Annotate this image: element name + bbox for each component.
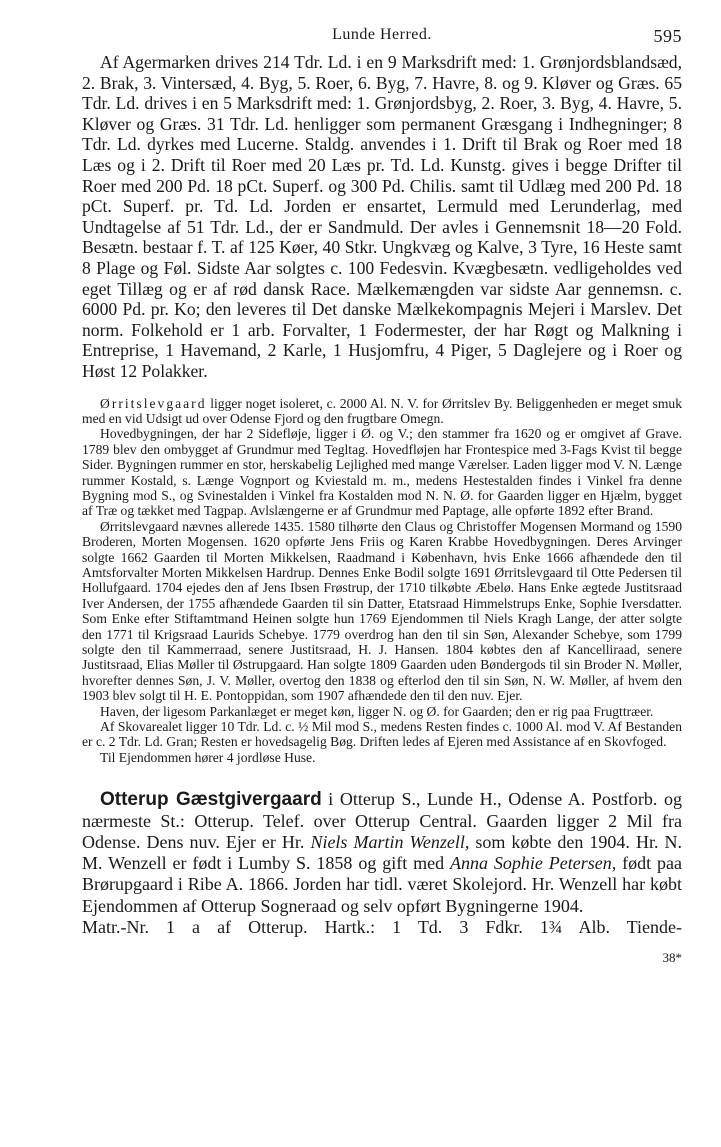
page: [82, 22, 682, 966]
location-text: ligger noget isoleret, c. 2000 Al. N. V. for Ørritslev By. Beliggenheden er meget smuk med en vid Udsigt ud over Odense Fjord og den frugtbare Omegn.: [82, 395, 682, 426]
paragraph-houses: Til Ejendommen hører 4 jordløse Huse.: [100, 749, 316, 765]
entry-text-1: i Otterup S., Lunde H., Odense A. Postforb. og nærmeste St.: Otterup. Telef. over Otterup Central. Gaarden ligger 2 Mil fra Odense. Dens nuv. Ejer er Hr.: [82, 789, 682, 852]
history-section: [82, 396, 682, 766]
running-title: Lunde Herred.: [332, 26, 432, 43]
entry-text-2: som købte den 1904. Hr. N. M. Wenzell er født i Lumby S. 1858 og gift med: [82, 831, 682, 874]
paragraph-agriculture: Af Agermarken drives 214 Tdr. Ld. i en 9 Marksdrift med: 1. Grønjordsblandsæd, 2. Brak, 3. Vintersæd, 4. Byg, 5. Roer, 6. Byg, 7. Havre, 8. og 9. Kløver og Græs. 65 Tdr. Ld. drives i en 5 Marksdrift med: 1. Grønjordsbyg, 2. Roer, 3. Byg, 4. Havre, 5. Kløver og Græs. 31 Tdr. Ld. henligger som permanent Græsgang i Indhegninger; 8 Tdr. Ld. dyrkes med Lucerne. Staldg. anvendes i 1. Drift til Brak og Roer med 18 Læs og i 2. Drift til Roer med 20 Læs pr. Td. Ld. Kunstg. gives i begge Drifter til Roer med 200 Pd. 18 pCt. Superf. og 300 Pd. Chilis. samt til Udlæg med 200 Pd. 18 pCt. Superf. pr. Td. Ld. Jorden er ensartet, Lermuld med Lerunderlag, med Undtagelse af 51 Tdr. Ld., der er Sandmuld. Der avles i Gennemsnit 18—20 Fold. Besætn. bestaar f. T. af 125 Køer, 40 Stkr. Ungkvæg og Kalve, 3 Tyre, 16 Heste samt 8 Plage og Føl. Sidste Aar solgtes c. 100 Fedesvin. Kvægbesætn. vedligeholdes ved eget Tillæg og er af rød dansk Race. Mælkemængden var sidste Aar gennemsn. c. 6000 Pd. pr. Ko; den leveres til Det danske Mælkekompagnis Mejeri i Marslev. Det norm. Folkehold er 1 arb. Forvalter, 1 Fodermester, der har Røgt og Malkning i Entreprise, 1 Havemand, 2 Karle, 1 Husjomfru, 4 Piger, 5 Daglejere og i Roer og Høst 12 Polakker.: [82, 52, 682, 381]
owner-name: Niels Martin Wenzell,: [310, 831, 470, 852]
paragraph-buildings: Hovedbygningen, der har 2 Sidefløje, ligger i Ø. og V.; den stammer fra 1620 og er omgivet af Grave. 1789 blev den ombygget af Grundmur med Tegltag. Hovedfløjen har Frontespice med 3-Fags Kvist til begge Sider. Bygningen rummer en stor, herskabelig Lejlighed med mange Værelser. Laden ligger mod V. N. Længe rummer Kostald, s. Længe Vognport og Kviestald m. m., medens Hestestalden findes i Vinkel fra denne Bygning mod S., og Svinestalden i Vinkel fra Kostalden mod N. N. Ø. for Gaarden ligger en Hjælm, bygget af Træ og tækket med Tagpap. Avlslængerne er af Grundmur med Paptage, alle opførte 1892 efter Brand.: [82, 426, 682, 519]
entry-matr: Matr.-Nr. 1 a af Otterup. Hartk.: 1 Td. 3 Fdkr. 1¾ Alb. Tiende-: [82, 917, 682, 938]
paragraph-history: Ørritslevgaard nævnes allerede 1435. 1580 tilhørte den Claus og Christoffer Mogensen Mormand og 1590 Broderen, Morten Mogensen. 1620 opførte Jens Friis og Karen Krabbe Hovedbygningen. Deres Arvinger solgte 1662 Gaarden til Morten Mikkelsen, Raadmand i København, hvis Enke 1666 afhændede den til Amtsforvalter Morten Mikkelsen Hardrup. Dennes Enke Bodil solgte 1691 Ørritslevgaard til Otte Pedersen til Hollufgaard. 1704 ejedes den af Jens Ibsen Frøstrup, der 1710 tilkøbte Æbelø. Hans Enke ægtede Justitsraad Iver Andersen, der 1755 afhændede Gaarden til sin Datter, Etatsraad Himmelstrups Enke, Sophie Iversdatter. Som Enke efter Stiftamtmand Heinen solgte hun 1769 Ejendommen til Niels Kragh Lange, der atter solgte den 1771 til Krigsraad Laurids Schebye. 1779 overdrog han den til sin Søn, Alexander Schebye, som 1799 solgte den til Kammerraad, senere Justitsraad, H. J. Hansen. 1804 købtes den af Kancelliraad, senere Justitsraad, Elias Møller til Østrupgaard. Han solgte 1809 Gaarden uden Bøndergods til sin Broder N. Møller, hvorefter dennes Søn, J. V. Møller, overtog den 1838 og efterlod den til sin Søn, N. W. Møller, af hvem den 1903 blev solgt til H. E. Pontoppidan, som 1907 afhændede den til den nuv. Ejer.: [82, 518, 682, 704]
paragraph-location: [82, 396, 682, 427]
entry-text-3: født paa Brørupgaard i Ribe A. 1866. Jorden har tidl. været Skolejord. Hr. Wenzell har købt Ejendommen af Otterup Sogneraad og selv opført Bygningerne 1904.: [82, 853, 682, 916]
page-header: [82, 22, 682, 52]
entry-description: [82, 789, 682, 917]
page-number: 595: [653, 26, 682, 46]
paragraph-forest: Af Skovarealet ligger 10 Tdr. Ld. c. ½ Mil mod S., medens Resten findes c. 1000 Al. mod V. Af Bestanden er c. 2 Tdr. Ld. Gran; Resten er hovedsagelig Bøg. Driften ledes af Ejeren med Assistance af en Skovfoged.: [82, 719, 682, 750]
signature-mark: 38*: [662, 950, 682, 966]
entry-title: Otterup Gæstgivergaard: [100, 789, 322, 811]
estate-name: Ørritslevgaard: [100, 395, 207, 411]
main-text: [82, 52, 682, 382]
entry-otterup: [82, 789, 682, 938]
paragraph-garden: Haven, der ligesom Parkanlæget er meget køn, ligger N. og Ø. for Gaarden; den er rig paa Frugttræer.: [100, 703, 654, 719]
wife-name: Anna Sophie Petersen,: [449, 853, 617, 874]
